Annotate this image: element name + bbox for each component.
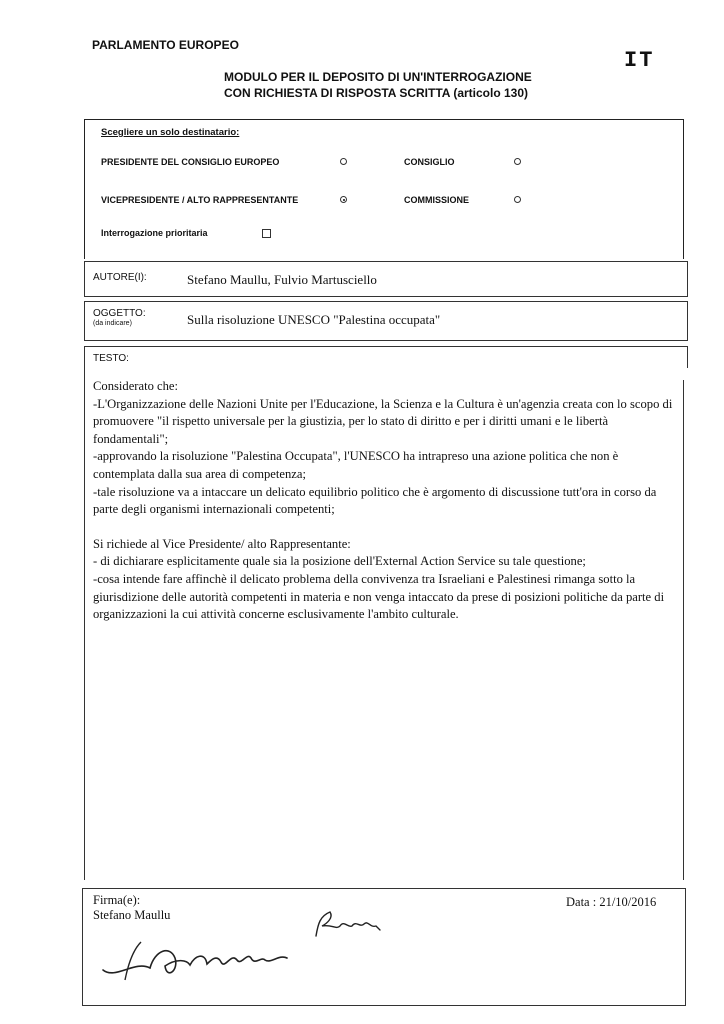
handwritten-signature-maullu [95, 930, 305, 990]
text-paragraph: -tale risoluzione va a intaccare un delicato equilibrio politico che è argomento di discussione tutt'ora in corso da parte degli organismi internazionali competenti; [93, 484, 657, 517]
priority-checkbox[interactable] [262, 229, 271, 238]
subject-label: OGGETTO: [93, 308, 146, 319]
text-area-right-border [683, 380, 684, 880]
option-label-vice-president: VICEPRESIDENTE / ALTO RAPPRESENTANTE [101, 195, 299, 205]
text-label-row [84, 346, 688, 368]
handwritten-signature-martusciello [310, 906, 390, 946]
paragraph-gap [93, 519, 676, 536]
author-value: Stefano Maullu, Fulvio Martusciello [187, 272, 377, 287]
signer-name: Stefano Maullu [93, 908, 171, 922]
language-code: IT [624, 48, 655, 73]
radio-council[interactable] [514, 158, 521, 165]
subject-value: Sulla risoluzione UNESCO "Palestina occupata" [187, 312, 441, 327]
text-paragraph: -cosa intende fare affinchè il delicato problema della convivenza tra Israeliani e Palestinesi rimanga sotto la giurisdizione delle autorità competenti in materia e non venga intaccato da prese di posizioni politiche da parte di organizzazioni la cui attività concerne esclusivamente l'ambito culturale. [93, 571, 665, 622]
form-title-line1: MODULO PER IL DEPOSITO DI UN'INTERROGAZIONE [224, 70, 532, 84]
text-paragraph: Si richiede al Vice Presidente/ alto Rappresentante: [93, 536, 351, 551]
author-label: AUTORE(I): [93, 272, 147, 283]
text-paragraph: -approvando la risoluzione "Palestina Occupata", l'UNESCO ha intrapreso una azione politica che non è contemplata dalla sua area di competenza; [93, 449, 619, 481]
organization-name: PARLAMENTO EUROPEO [92, 38, 239, 52]
option-label-european-council-president: PRESIDENTE DEL CONSIGLIO EUROPEO [101, 157, 280, 167]
author-row [84, 261, 688, 297]
signature-label: Firma(e): [93, 893, 141, 907]
question-text [93, 378, 676, 624]
subject-sublabel: (da indicare) [93, 320, 132, 327]
option-label-commission: COMMISSIONE [404, 195, 470, 205]
submission-date: Data : 21/10/2016 [566, 895, 657, 909]
option-label-council: CONSIGLIO [404, 157, 455, 167]
text-label: TESTO: [93, 353, 129, 364]
text-paragraph: - di dichiarare esplicitamente quale sia la posizione dell'External Action Service su tale questione; [93, 554, 586, 569]
form-title-line2: CON RICHIESTA DI RISPOSTA SCRITTA (articolo 130) [224, 86, 529, 100]
text-paragraph: Considerato che: [93, 379, 178, 393]
radio-commission[interactable] [514, 196, 521, 203]
text-paragraph: -L'Organizzazione delle Nazioni Unite per l'Educazione, la Scienza e la Cultura è un'agenzia creata con lo scopo di promuovere "il rispetto universale per la giustizia, per lo stato di diritto e per i diritti umani e le libertà fondamentali"; [93, 396, 673, 446]
radio-european-council-president[interactable] [340, 158, 347, 165]
recipient-heading: Scegliere un solo destinatario: [101, 127, 240, 138]
priority-label: Interrogazione prioritaria [101, 228, 208, 238]
radio-vice-president[interactable] [340, 196, 347, 203]
text-area-left-border [84, 368, 85, 880]
recipient-box [84, 119, 684, 259]
